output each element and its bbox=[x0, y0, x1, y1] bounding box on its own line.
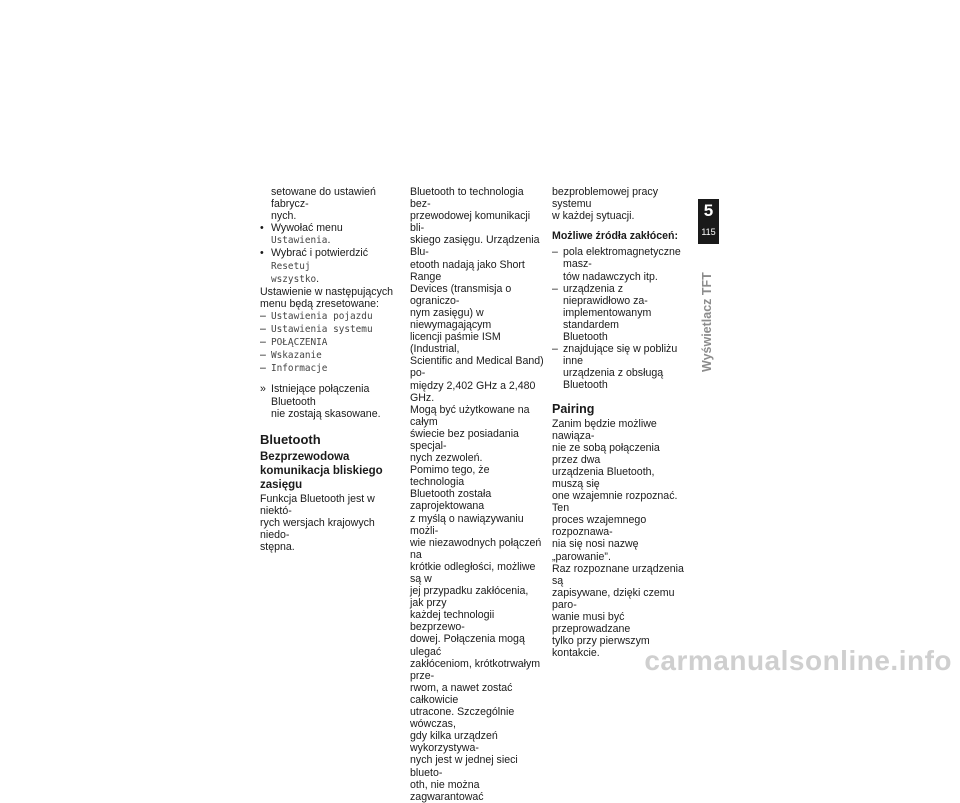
text-line: rych wersjach krajowych niedo- bbox=[260, 516, 375, 541]
bullet-item bbox=[260, 222, 398, 247]
chapter-number: 5 bbox=[703, 201, 714, 220]
bullet-text: Wybrać i potwierdzić bbox=[271, 247, 369, 260]
text-line: Funkcja Bluetooth jest w niektó- bbox=[260, 492, 375, 517]
chapter-title: Wyświetlacz TFT bbox=[700, 272, 714, 372]
dash-item bbox=[260, 362, 398, 375]
dash-item: – znajdujące się w pobliżu inne bbox=[552, 343, 688, 367]
result-item: » Istniejące połączenia Bluetooth bbox=[260, 383, 398, 407]
menu-name: POŁĄCZENIA bbox=[271, 337, 328, 349]
text-line: urządzenia Bluetooth, muszą się bbox=[552, 465, 655, 490]
text-line: z myślą o nawiązywaniu możli- bbox=[410, 512, 524, 537]
text-line: oth, nie można zagwarantować bbox=[410, 778, 484, 803]
text-line: nych jest w jednej sieci blueto- bbox=[410, 754, 518, 779]
text-line: nych zezwoleń. bbox=[410, 452, 483, 465]
text-line: tów nadawczych itp. bbox=[563, 270, 658, 283]
text-line: setowane do ustawień fabrycz- bbox=[271, 186, 376, 211]
subheading: Bezprzewodowa bbox=[260, 450, 350, 463]
text-line: licencji paśmie ISM (Industrial, bbox=[410, 331, 501, 356]
heading-bluetooth: Bluetooth bbox=[260, 431, 321, 447]
text-line: w każdej sytuacji. bbox=[552, 210, 635, 223]
menu-name: Informacje bbox=[271, 363, 328, 375]
text-line: Pomimo tego, że technologia bbox=[410, 464, 490, 489]
text-line: menu będą zresetowane: bbox=[260, 297, 379, 310]
heading-pairing: Pairing bbox=[552, 401, 595, 416]
subheading: zasięgu bbox=[260, 478, 303, 491]
menu-name: Ustawienia pojazdu bbox=[271, 310, 373, 322]
text-line: proces wzajemnego rozpoznawa- bbox=[552, 514, 647, 539]
text-line: zapisywane, dzięki czemu paro- bbox=[552, 586, 675, 611]
column-middle bbox=[410, 186, 544, 803]
menu-name: wszystko bbox=[271, 273, 317, 285]
page-number: 115 bbox=[701, 227, 716, 237]
bullet-text: Wywołać menu bbox=[271, 222, 343, 235]
column-right bbox=[552, 186, 688, 659]
text-line: gdy kilka urządzeń wykorzystywa- bbox=[410, 730, 498, 755]
spacer bbox=[260, 375, 398, 383]
menu-name: Resetuj bbox=[271, 260, 311, 272]
text-line: etooth nadają jako Short Range bbox=[410, 258, 525, 283]
text-line: Bluetooth bbox=[563, 331, 608, 344]
text-line: nych. bbox=[271, 210, 297, 223]
text-line: Ustawienie w następujących bbox=[260, 285, 394, 298]
text-line: między 2,402 GHz a 2,480 GHz. bbox=[410, 379, 536, 404]
punctuation: . bbox=[316, 272, 320, 285]
text-line: dowej. Połączenia mogą ulegać bbox=[410, 633, 525, 658]
text-line: urządzenia z obsługą Bluetooth bbox=[563, 367, 664, 392]
text-line: Bluetooth została zaprojektowana bbox=[410, 488, 492, 513]
column-left bbox=[260, 186, 398, 553]
dash-item bbox=[260, 323, 398, 336]
menu-name: Ustawienia bbox=[271, 235, 328, 247]
dash-item: – urządzenia z nieprawidłowo za- bbox=[552, 283, 688, 307]
text-line: rwom, a nawet zostać całkowicie bbox=[410, 681, 513, 706]
text-line: utracone. Szczególnie wówczas, bbox=[410, 706, 515, 731]
dash-item: – pola elektromagnetyczne masz- bbox=[552, 246, 688, 270]
text-line: Devices (transmisja o ograniczo- bbox=[410, 282, 512, 307]
text-line: krótkie odległości, możliwe są w bbox=[410, 560, 536, 585]
text-line: bezproblemowej pracy systemu bbox=[552, 186, 658, 211]
text-line: nia się nosi nazwę „parowanie”. bbox=[552, 538, 639, 563]
text-line: implementowanym standardem bbox=[563, 306, 652, 331]
dash-item bbox=[260, 310, 398, 323]
subheading: komunikacja bliskiego bbox=[260, 464, 383, 477]
menu-name: Wskazanie bbox=[271, 350, 322, 362]
watermark: carmanualsonline.info bbox=[644, 645, 952, 676]
dash-item bbox=[260, 349, 398, 362]
text-line: zakłóceniom, krótkotrwałym prze- bbox=[410, 657, 541, 682]
text-line: Raz rozpoznane urządzenia są bbox=[552, 562, 684, 587]
text-line: nie zostają skasowane. bbox=[271, 407, 381, 420]
text-line: nie ze sobą połączenia przez dwa bbox=[552, 441, 660, 466]
text-line: one wzajemnie rozpoznać. Ten bbox=[552, 490, 678, 515]
text-line: jej przypadku zakłócenia, jak przy bbox=[410, 585, 529, 610]
heading-interference-sources: Możliwe źródła zakłóceń: bbox=[552, 230, 678, 243]
text-line: nym zasięgu) w niewymagającym bbox=[410, 306, 492, 332]
punctuation: . bbox=[327, 234, 331, 247]
text-line: skiego zasięgu. Urządzenia Blu- bbox=[410, 234, 540, 259]
text-line: wanie musi być przeprowadzane bbox=[552, 611, 631, 636]
text-line: świecie bez posiadania specjal- bbox=[410, 427, 519, 452]
text-line: Zanim będzie możliwe nawiąza- bbox=[552, 417, 657, 442]
text-line: Scientific and Medical Band) po- bbox=[410, 355, 544, 380]
dash-item bbox=[260, 336, 398, 349]
text-line: stępna. bbox=[260, 541, 295, 554]
bullet-item bbox=[260, 247, 398, 285]
text-line: przewodowej komunikacji bli- bbox=[410, 210, 531, 235]
text-line: każdej technologii bezprzewo- bbox=[410, 609, 495, 634]
text-line: Mogą być użytkowane na całym bbox=[410, 403, 530, 428]
menu-name: Ustawienia systemu bbox=[271, 324, 373, 336]
text-line: wie niezawodnych połączeń na bbox=[410, 536, 542, 561]
text-line: tylko przy pierwszym kontakcie. bbox=[552, 635, 650, 660]
text-line: Bluetooth to technologia bez- bbox=[410, 186, 524, 211]
